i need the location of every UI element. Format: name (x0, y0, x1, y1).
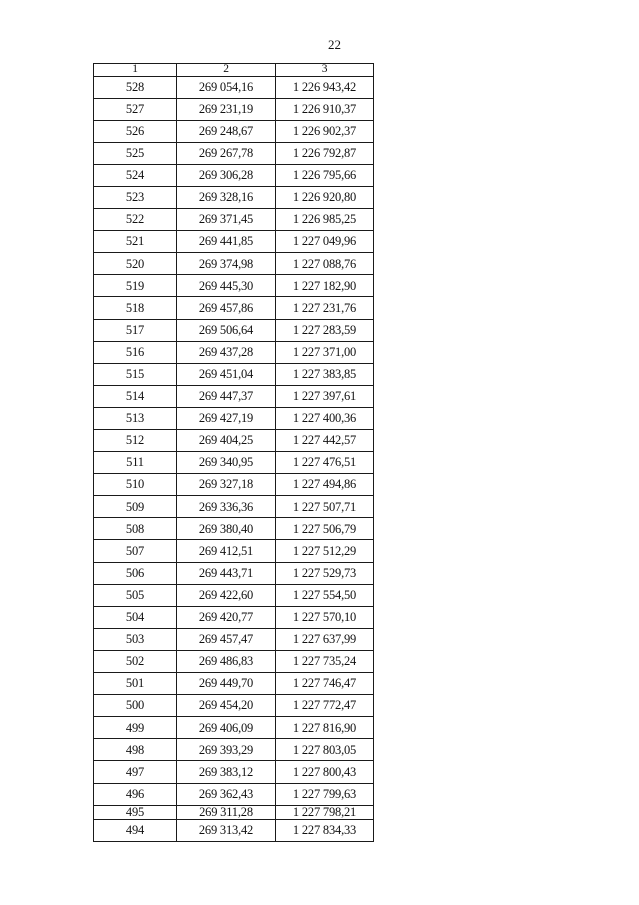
table-row (94, 805, 374, 819)
table-row (94, 606, 374, 628)
y-coordinate-cell: 1 227 371,00 (276, 341, 374, 363)
point-number-cell: 517 (94, 319, 177, 341)
table-row (94, 518, 374, 540)
y-coordinate-cell: 1 227 397,61 (276, 385, 374, 407)
x-coordinate-cell: 269 371,45 (177, 209, 276, 231)
y-coordinate-cell: 1 227 231,76 (276, 297, 374, 319)
x-coordinate-cell: 269 313,42 (177, 819, 276, 841)
y-coordinate-cell: 1 226 943,42 (276, 76, 374, 98)
point-number-cell: 528 (94, 76, 177, 98)
x-coordinate-cell: 269 404,25 (177, 430, 276, 452)
column-header-2: 2 (177, 64, 276, 77)
x-coordinate-cell: 269 340,95 (177, 452, 276, 474)
y-coordinate-cell: 1 227 512,29 (276, 540, 374, 562)
y-coordinate-cell: 1 227 182,90 (276, 275, 374, 297)
y-coordinate-cell: 1 227 772,47 (276, 695, 374, 717)
table-row (94, 385, 374, 407)
point-number-cell: 513 (94, 407, 177, 429)
table-row (94, 819, 374, 841)
x-coordinate-cell: 269 486,83 (177, 650, 276, 672)
point-number-cell: 502 (94, 650, 177, 672)
x-coordinate-cell: 269 406,09 (177, 717, 276, 739)
y-coordinate-cell: 1 227 507,71 (276, 496, 374, 518)
x-coordinate-cell: 269 420,77 (177, 606, 276, 628)
point-number-cell: 496 (94, 783, 177, 805)
point-number-cell: 497 (94, 761, 177, 783)
y-coordinate-cell: 1 227 799,63 (276, 783, 374, 805)
y-coordinate-cell: 1 227 529,73 (276, 562, 374, 584)
y-coordinate-cell: 1 226 795,66 (276, 164, 374, 186)
table-row (94, 341, 374, 363)
column-header-3: 3 (276, 64, 374, 77)
x-coordinate-cell: 269 457,47 (177, 628, 276, 650)
table-row (94, 695, 374, 717)
table-row (94, 76, 374, 98)
x-coordinate-cell: 269 443,71 (177, 562, 276, 584)
y-coordinate-cell: 1 227 834,33 (276, 819, 374, 841)
point-number-cell: 516 (94, 341, 177, 363)
y-coordinate-cell: 1 226 985,25 (276, 209, 374, 231)
y-coordinate-cell: 1 227 735,24 (276, 650, 374, 672)
x-coordinate-cell: 269 427,19 (177, 407, 276, 429)
x-coordinate-cell: 269 248,67 (177, 120, 276, 142)
table-row (94, 584, 374, 606)
x-coordinate-cell: 269 311,28 (177, 805, 276, 819)
point-number-cell: 494 (94, 819, 177, 841)
point-number-cell: 504 (94, 606, 177, 628)
point-number-cell: 523 (94, 186, 177, 208)
x-coordinate-cell: 269 422,60 (177, 584, 276, 606)
y-coordinate-cell: 1 227 803,05 (276, 739, 374, 761)
table-row (94, 717, 374, 739)
table-row (94, 186, 374, 208)
point-number-cell: 507 (94, 540, 177, 562)
y-coordinate-cell: 1 227 798,21 (276, 805, 374, 819)
point-number-cell: 510 (94, 474, 177, 496)
point-number-cell: 515 (94, 363, 177, 385)
x-coordinate-cell: 269 451,04 (177, 363, 276, 385)
x-coordinate-cell: 269 231,19 (177, 98, 276, 120)
y-coordinate-cell: 1 227 283,59 (276, 319, 374, 341)
table-row (94, 650, 374, 672)
point-number-cell: 498 (94, 739, 177, 761)
table-row (94, 363, 374, 385)
point-number-cell: 499 (94, 717, 177, 739)
table-row (94, 231, 374, 253)
x-coordinate-cell: 269 054,16 (177, 76, 276, 98)
x-coordinate-cell: 269 327,18 (177, 474, 276, 496)
x-coordinate-cell: 269 454,20 (177, 695, 276, 717)
x-coordinate-cell: 269 437,28 (177, 341, 276, 363)
table-row (94, 496, 374, 518)
table-row (94, 430, 374, 452)
y-coordinate-cell: 1 227 554,50 (276, 584, 374, 606)
x-coordinate-cell: 269 328,16 (177, 186, 276, 208)
point-number-cell: 511 (94, 452, 177, 474)
point-number-cell: 522 (94, 209, 177, 231)
y-coordinate-cell: 1 227 088,76 (276, 253, 374, 275)
x-coordinate-cell: 269 441,85 (177, 231, 276, 253)
y-coordinate-cell: 1 227 383,85 (276, 363, 374, 385)
point-number-cell: 512 (94, 430, 177, 452)
x-coordinate-cell: 269 362,43 (177, 783, 276, 805)
y-coordinate-cell: 1 227 049,96 (276, 231, 374, 253)
point-number-cell: 514 (94, 385, 177, 407)
column-header-1: 1 (94, 64, 177, 77)
table-row (94, 540, 374, 562)
table-row (94, 407, 374, 429)
table-row (94, 297, 374, 319)
point-number-cell: 509 (94, 496, 177, 518)
table-row (94, 209, 374, 231)
table-row (94, 761, 374, 783)
table-row (94, 319, 374, 341)
x-coordinate-cell: 269 445,30 (177, 275, 276, 297)
point-number-cell: 501 (94, 673, 177, 695)
table-header-row (94, 64, 374, 77)
table-body (94, 76, 374, 841)
point-number-cell: 527 (94, 98, 177, 120)
point-number-cell: 500 (94, 695, 177, 717)
y-coordinate-cell: 1 227 476,51 (276, 452, 374, 474)
x-coordinate-cell: 269 447,37 (177, 385, 276, 407)
point-number-cell: 518 (94, 297, 177, 319)
point-number-cell: 508 (94, 518, 177, 540)
table-row (94, 120, 374, 142)
x-coordinate-cell: 269 374,98 (177, 253, 276, 275)
x-coordinate-cell: 269 380,40 (177, 518, 276, 540)
table-row (94, 275, 374, 297)
table-row (94, 562, 374, 584)
x-coordinate-cell: 269 412,51 (177, 540, 276, 562)
table-row (94, 783, 374, 805)
y-coordinate-cell: 1 227 800,43 (276, 761, 374, 783)
table-row (94, 474, 374, 496)
table-row (94, 452, 374, 474)
y-coordinate-cell: 1 226 920,80 (276, 186, 374, 208)
point-number-cell: 519 (94, 275, 177, 297)
point-number-cell: 503 (94, 628, 177, 650)
x-coordinate-cell: 269 383,12 (177, 761, 276, 783)
table-row (94, 98, 374, 120)
y-coordinate-cell: 1 227 746,47 (276, 673, 374, 695)
table-row (94, 142, 374, 164)
point-number-cell: 525 (94, 142, 177, 164)
point-number-cell: 520 (94, 253, 177, 275)
x-coordinate-cell: 269 506,64 (177, 319, 276, 341)
x-coordinate-cell: 269 393,29 (177, 739, 276, 761)
x-coordinate-cell: 269 336,36 (177, 496, 276, 518)
point-number-cell: 506 (94, 562, 177, 584)
x-coordinate-cell: 269 457,86 (177, 297, 276, 319)
point-number-cell: 521 (94, 231, 177, 253)
y-coordinate-cell: 1 226 792,87 (276, 142, 374, 164)
table-row (94, 673, 374, 695)
y-coordinate-cell: 1 226 910,37 (276, 98, 374, 120)
x-coordinate-cell: 269 449,70 (177, 673, 276, 695)
coordinates-table (93, 63, 374, 842)
x-coordinate-cell: 269 267,78 (177, 142, 276, 164)
page-number: 22 (328, 37, 341, 52)
point-number-cell: 505 (94, 584, 177, 606)
y-coordinate-cell: 1 227 570,10 (276, 606, 374, 628)
y-coordinate-cell: 1 227 637,99 (276, 628, 374, 650)
y-coordinate-cell: 1 227 506,79 (276, 518, 374, 540)
y-coordinate-cell: 1 227 816,90 (276, 717, 374, 739)
point-number-cell: 526 (94, 120, 177, 142)
y-coordinate-cell: 1 227 400,36 (276, 407, 374, 429)
table-row (94, 164, 374, 186)
table-row (94, 253, 374, 275)
x-coordinate-cell: 269 306,28 (177, 164, 276, 186)
y-coordinate-cell: 1 226 902,37 (276, 120, 374, 142)
y-coordinate-cell: 1 227 442,57 (276, 430, 374, 452)
y-coordinate-cell: 1 227 494,86 (276, 474, 374, 496)
point-number-cell: 524 (94, 164, 177, 186)
table-row (94, 628, 374, 650)
table-row (94, 739, 374, 761)
point-number-cell: 495 (94, 805, 177, 819)
